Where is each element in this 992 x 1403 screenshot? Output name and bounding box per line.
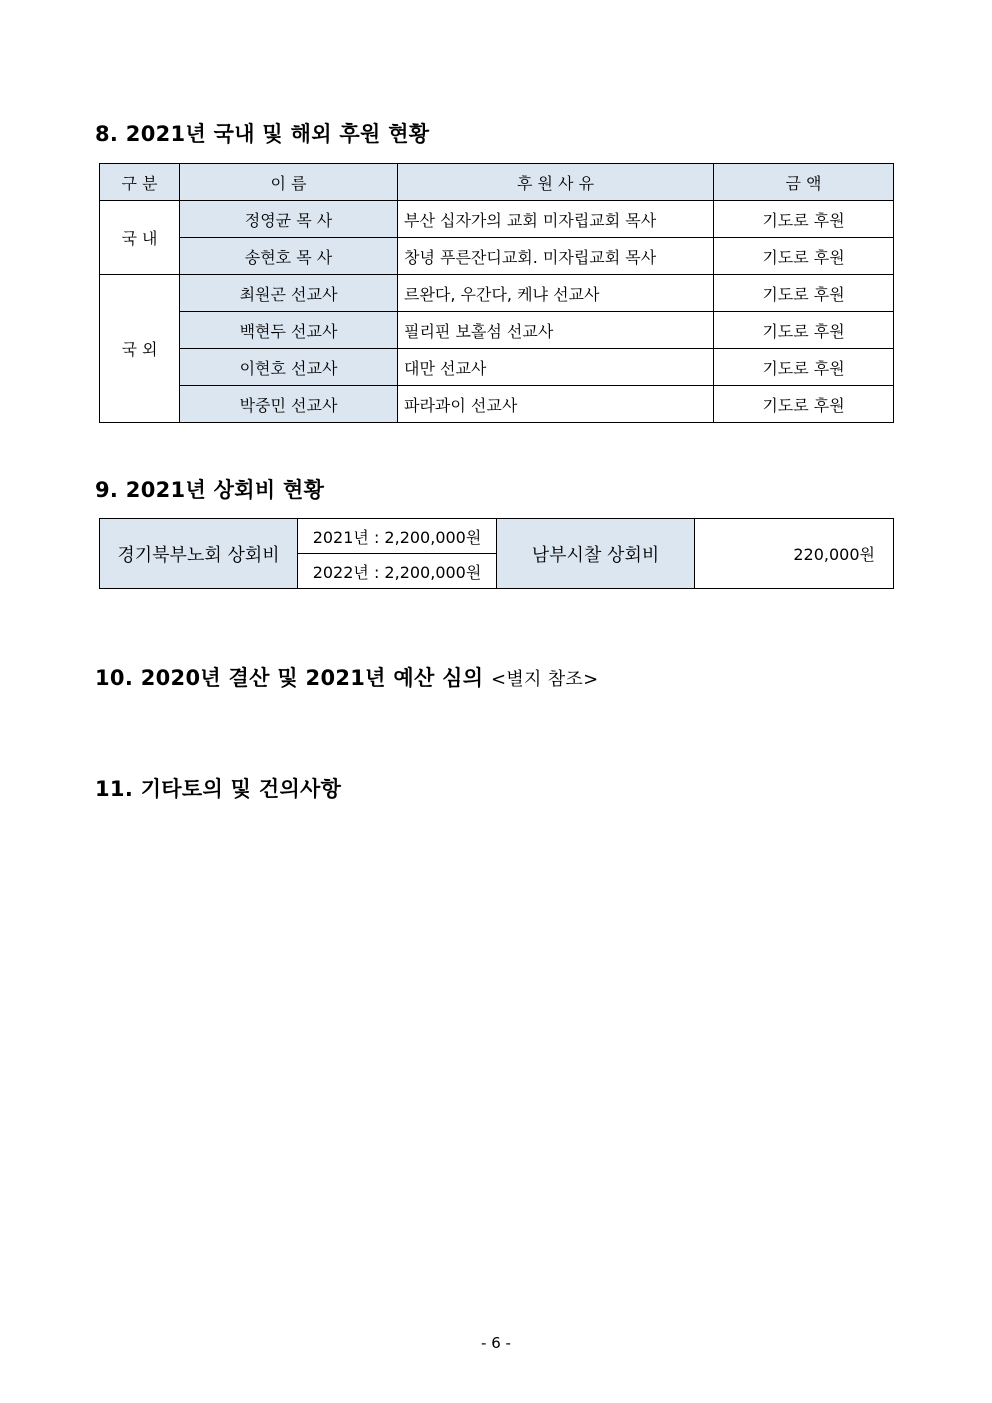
table-row [100,349,894,386]
table-row [100,519,894,554]
dues-label-district: 남부시찰 상회비 [497,519,695,589]
table-header-row [100,164,894,201]
table-row [100,386,894,423]
section11-title: 11. 기타토의 및 건의사항 [95,777,342,801]
dues-entry: 2022년 : 2,200,000원 [298,554,497,589]
dues-table [99,518,894,589]
section10-note: <별지 참조> [490,669,599,690]
support-reason: 부산 십자가의 교회 미자립교회 목사 [398,201,714,238]
section8-title: 8. 2021년 국내 및 해외 후원 현황 [95,122,430,146]
dues-label-presbytery: 경기북부노회 상회비 [100,519,298,589]
support-reason: 르완다, 우간다, 케냐 선교사 [398,275,714,312]
support-amount: 기도로 후원 [714,312,894,349]
supporter-name: 이현호 선교사 [180,349,398,386]
support-amount: 기도로 후원 [714,275,894,312]
supporter-name: 송현호 목 사 [180,238,398,275]
table-row [100,275,894,312]
group-label-overseas: 국 외 [100,275,180,423]
header-name: 이 름 [180,164,398,201]
supporter-name: 백현두 선교사 [180,312,398,349]
support-amount: 기도로 후원 [714,238,894,275]
table-row [100,238,894,275]
support-reason: 필리핀 보홀섬 선교사 [398,312,714,349]
table-row [100,201,894,238]
page-number: - 6 - [481,1334,511,1352]
support-amount: 기도로 후원 [714,349,894,386]
dues-amount-district: 220,000원 [695,519,894,589]
group-label-domestic: 국 내 [100,201,180,275]
header-category: 구 분 [100,164,180,201]
support-amount: 기도로 후원 [714,201,894,238]
section10-title [95,662,599,692]
section9-title: 9. 2021년 상회비 현황 [95,478,325,502]
support-table [99,163,894,423]
dues-entry: 2021년 : 2,200,000원 [298,519,497,554]
support-reason: 대만 선교사 [398,349,714,386]
supporter-name: 박중민 선교사 [180,386,398,423]
header-amount: 금 액 [714,164,894,201]
support-reason: 파라과이 선교사 [398,386,714,423]
supporter-name: 정영균 목 사 [180,201,398,238]
header-reason: 후 원 사 유 [398,164,714,201]
support-amount: 기도로 후원 [714,386,894,423]
table-row [100,312,894,349]
support-reason: 창녕 푸른잔디교회. 미자립교회 목사 [398,238,714,275]
section10-title-text: 10. 2020년 결산 및 2021년 예산 심의 [95,666,484,690]
supporter-name: 최원곤 선교사 [180,275,398,312]
